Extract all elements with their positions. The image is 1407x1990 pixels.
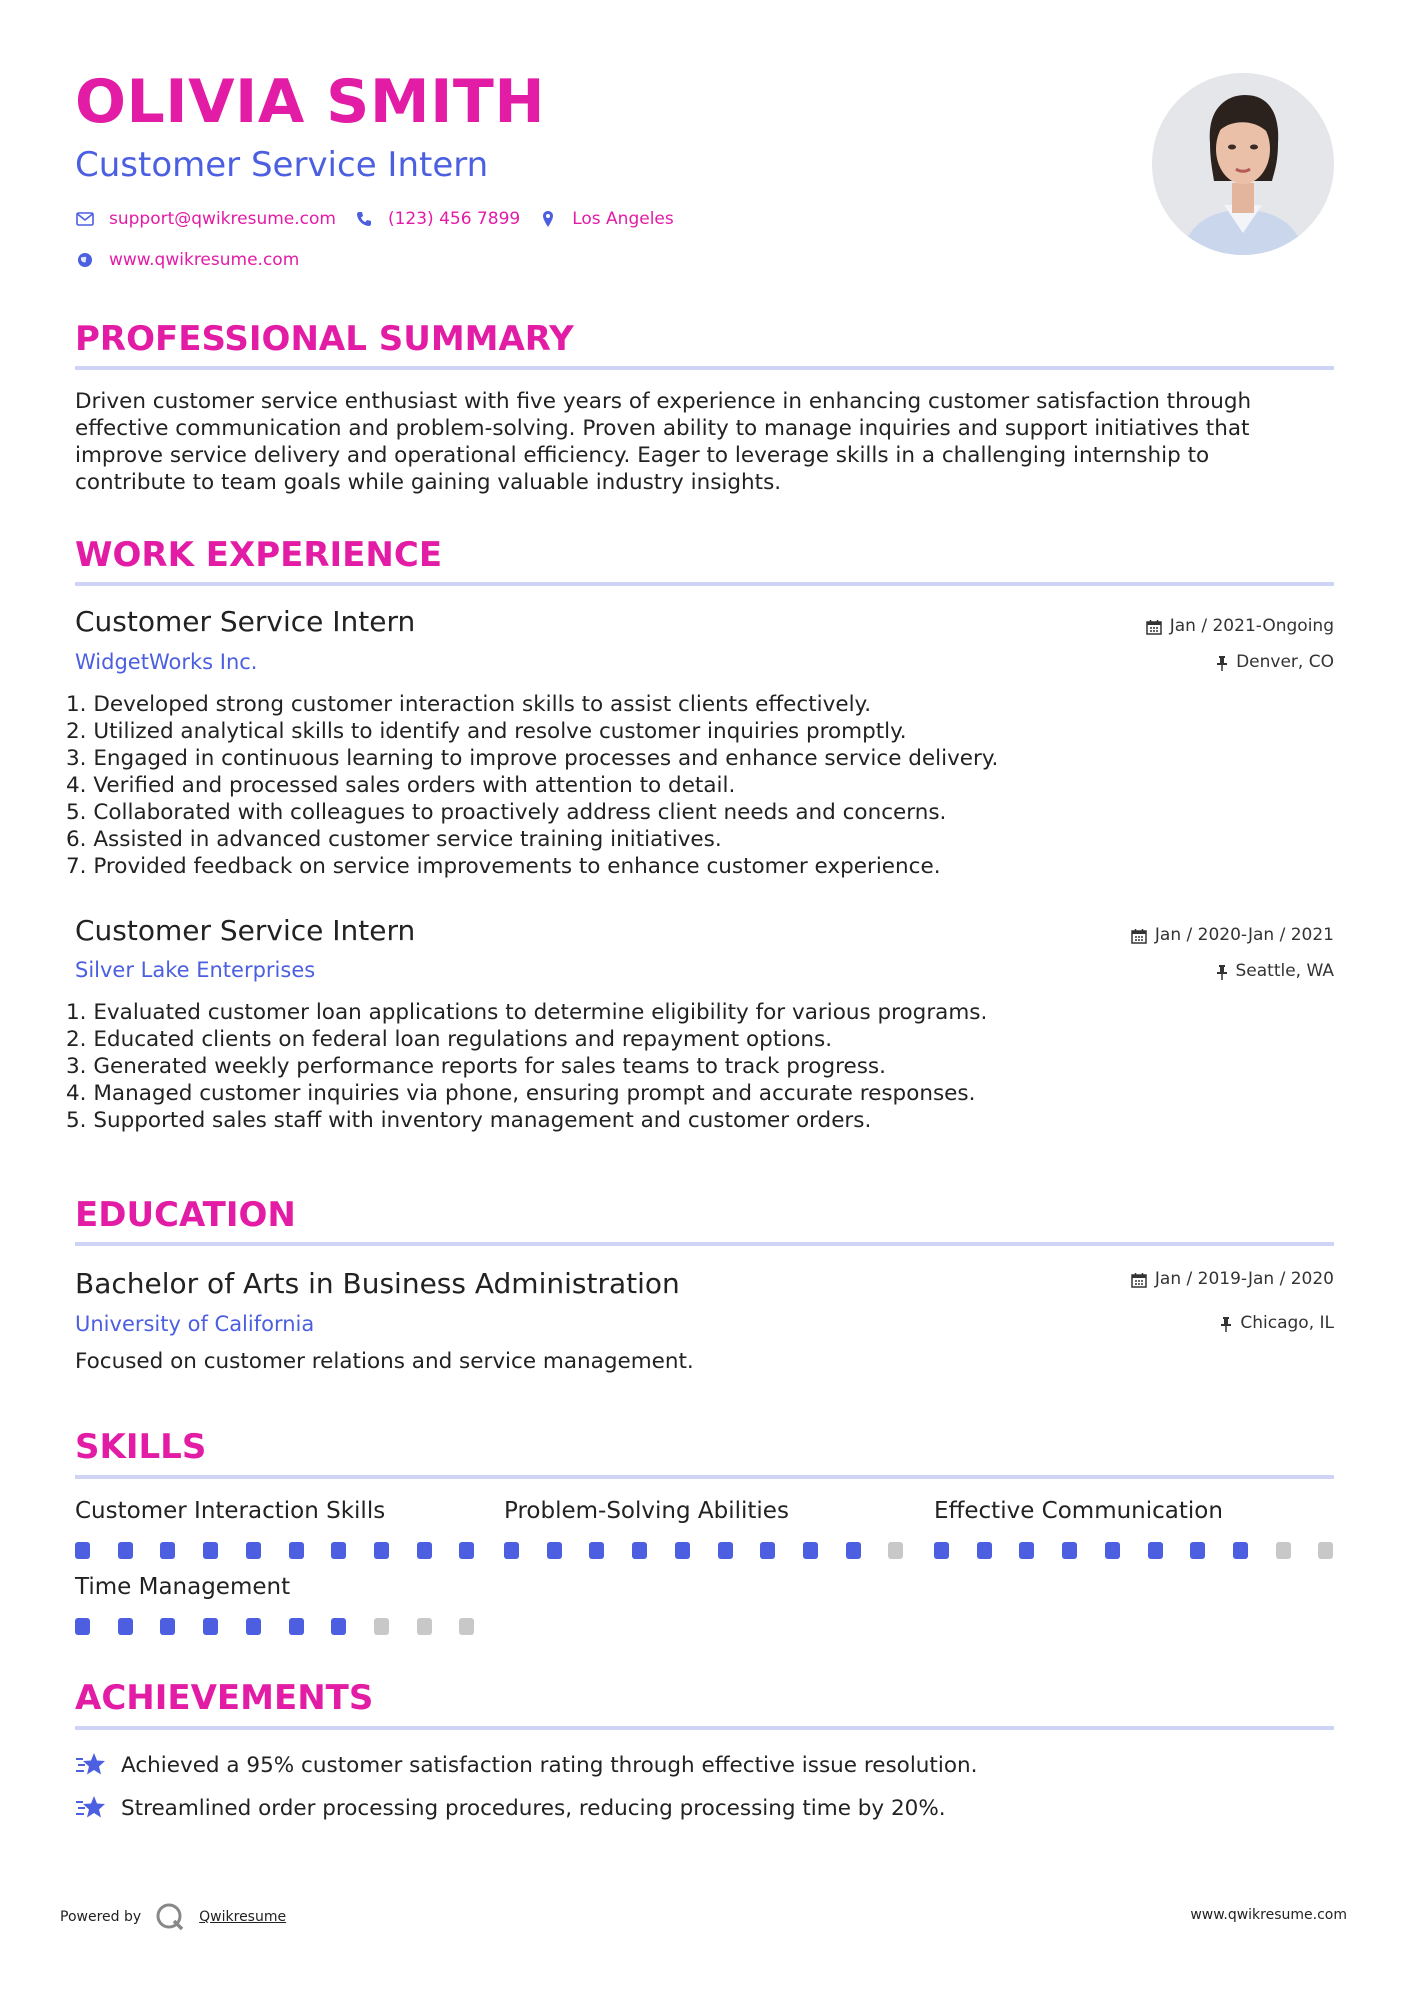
list-item: 5. Supported sales staff with inventory management and customer orders. [66,1108,872,1133]
skill-dot-filled [504,1542,519,1559]
skill-dot-empty [459,1618,474,1635]
skill-dot-filled [374,1542,389,1559]
powered-by-label: Powered by [60,1909,142,1925]
skill-dot-filled [203,1542,218,1559]
list-item: 5. Collaborated with colleagues to proactively address client needs and concerns. [66,800,947,825]
website-row [75,250,317,270]
job-bullets [66,999,1336,1134]
skill-name: Time Management [75,1574,291,1600]
skill-name: Effective Communication [934,1498,1223,1524]
list-item: 4. Verified and processed sales orders with attention to detail. [66,773,736,798]
skill-dot-filled [803,1542,818,1559]
achievement-text: Achieved a 95% customer satisfaction rating through effective issue resolution. [121,1752,978,1778]
achievements-heading: ACHIEVEMENTS [75,1678,374,1718]
list-item: 1. Evaluated customer loan applications to determine eligibility for various programs. [66,1000,988,1025]
job-location-text: Seattle, WA [1235,961,1334,981]
section-divider [75,1242,1334,1246]
skill-dot-filled [547,1542,562,1559]
envelope-icon [75,209,95,229]
map-pin-icon [538,209,558,229]
section-divider [75,366,1334,370]
job-title: Customer Service Intern [75,914,416,947]
skill-dot-filled [118,1542,133,1559]
list-item: 2. Educated clients on federal loan regulations and repayment options. [66,1027,833,1052]
skill-dot-filled [417,1542,432,1559]
contact-row [75,209,692,229]
list-item: 3. Generated weekly performance reports for sales teams to track progress. [66,1054,886,1079]
skill-dot-filled [1019,1542,1034,1559]
skill-dot-filled [331,1542,346,1559]
section-divider [75,1475,1334,1479]
company-name: WidgetWorks Inc. [75,650,258,674]
skill-dot-filled [289,1542,304,1559]
pushpin-icon [1216,964,1228,980]
skill-dot-filled [246,1542,261,1559]
skill-dot-filled [289,1618,304,1635]
skill-dot-filled [934,1542,949,1559]
skill-dot-filled [675,1542,690,1559]
skill-name: Customer Interaction Skills [75,1498,386,1524]
skill-dot-filled [75,1618,90,1635]
brand-link[interactable]: Qwikresume [199,1909,287,1925]
globe-icon [75,250,95,270]
candidate-name: OLIVIA SMITH [75,67,546,137]
job-bullets [66,691,1336,880]
profile-photo [1152,73,1334,255]
skill-dot-filled [589,1542,604,1559]
skill-dot-filled [1148,1542,1163,1559]
summary-line: improve service delivery and operational efficiency. Eager to leverage skills in a challenging internship to [75,443,1210,468]
star-badge-icon [75,1793,107,1823]
education-dates-text: Jan / 2019-Jan / 2020 [1154,1269,1334,1289]
location-text: Los Angeles [572,209,674,229]
calendar-icon [1146,619,1162,635]
job-location [1216,654,1334,671]
skill-item [75,1576,475,1599]
list-item: 4. Managed customer inquiries via phone, ensuring prompt and accurate responses. [66,1081,976,1106]
list-item: 7. Provided feedback on service improvements to enhance customer experience. [66,854,941,879]
calendar-icon [1131,1272,1147,1288]
phone-icon [354,209,374,229]
summary-line: Driven customer service enthusiast with five years of experience in enhancing customer satisfaction through [75,389,1252,414]
skill-dot-empty [1276,1542,1291,1559]
summary-text [75,388,1334,496]
skill-dot-empty [374,1618,389,1635]
job-dates-text: Jan / 2021-Ongoing [1169,616,1334,636]
achievement-text: Streamlined order processing procedures, reducing processing time by 20%. [121,1795,946,1821]
skill-item [75,1500,475,1523]
skill-dot-filled [75,1542,90,1559]
section-divider [75,1726,1334,1730]
section-divider [75,582,1334,586]
skill-dot-filled [1062,1542,1077,1559]
education-location [1220,1315,1334,1332]
education-dates [1131,1271,1334,1288]
list-item: 2. Utilized analytical skills to identify and resolve customer inquiries promptly. [66,719,907,744]
job-dates [1146,618,1334,635]
skill-dot-filled [718,1542,733,1559]
skill-name: Problem-Solving Abilities [504,1498,789,1524]
degree-title: Bachelor of Arts in Business Administration [75,1267,680,1300]
achievement-item [75,1793,946,1823]
skill-dot-filled [846,1542,861,1559]
skill-dot-filled [459,1542,474,1559]
job-location [1216,963,1335,980]
skill-dot-filled [160,1618,175,1635]
footer-site-link[interactable]: www.qwikresume.com [1190,1907,1347,1923]
skill-dot-filled [977,1542,992,1559]
achievement-item [75,1750,977,1780]
skill-dot-empty [888,1542,903,1559]
summary-line: contribute to team goals while gaining valuable industry insights. [75,470,782,495]
summary-heading: PROFESSIONAL SUMMARY [75,319,574,359]
skill-dot-filled [160,1542,175,1559]
skill-dot-filled [1190,1542,1205,1559]
pushpin-icon [1220,1316,1232,1332]
education-location-text: Chicago, IL [1240,1313,1334,1333]
qwikresume-logo-icon [155,1902,185,1932]
job-dates [1131,927,1334,944]
job-dates-text: Jan / 2020-Jan / 2021 [1154,925,1334,945]
star-badge-icon [75,1750,107,1780]
skill-dot-filled [1233,1542,1248,1559]
skills-heading: SKILLS [75,1427,207,1467]
list-item: 1. Developed strong customer interaction skills to assist clients effectively. [66,692,872,717]
experience-heading: WORK EXPERIENCE [75,535,443,575]
skill-dot-filled [331,1618,346,1635]
skill-dot-filled [118,1618,133,1635]
phone-number: (123) 456 7899 [387,209,521,229]
email-link[interactable]: support@qwikresume.com [109,209,336,229]
summary-line: effective communication and problem-solving. Proven ability to manage inquiries and support initiatives that [75,416,1250,441]
pushpin-icon [1216,655,1228,671]
education-heading: EDUCATION [75,1195,296,1235]
footer-credit [60,1902,286,1932]
job-title: Customer Service Intern [75,605,416,638]
skill-dot-filled [1105,1542,1120,1559]
skill-dot-empty [1318,1542,1333,1559]
skill-dot-filled [203,1618,218,1635]
list-item: 6. Assisted in advanced customer service training initiatives. [66,827,722,852]
skill-item [934,1500,1334,1523]
list-item: 3. Engaged in continuous learning to improve processes and enhance service delivery. [66,746,999,771]
school-name: University of California [75,1312,315,1336]
job-location-text: Denver, CO [1236,652,1334,672]
skill-dot-filled [760,1542,775,1559]
skill-item [504,1500,904,1523]
candidate-title: Customer Service Intern [75,145,489,185]
website-link[interactable]: www.qwikresume.com [109,250,300,270]
calendar-icon [1131,928,1147,944]
skill-dot-filled [632,1542,647,1559]
skill-dot-filled [246,1618,261,1635]
education-description: Focused on customer relations and service management. [75,1349,694,1374]
company-name: Silver Lake Enterprises [75,958,316,982]
skill-dot-empty [417,1618,432,1635]
